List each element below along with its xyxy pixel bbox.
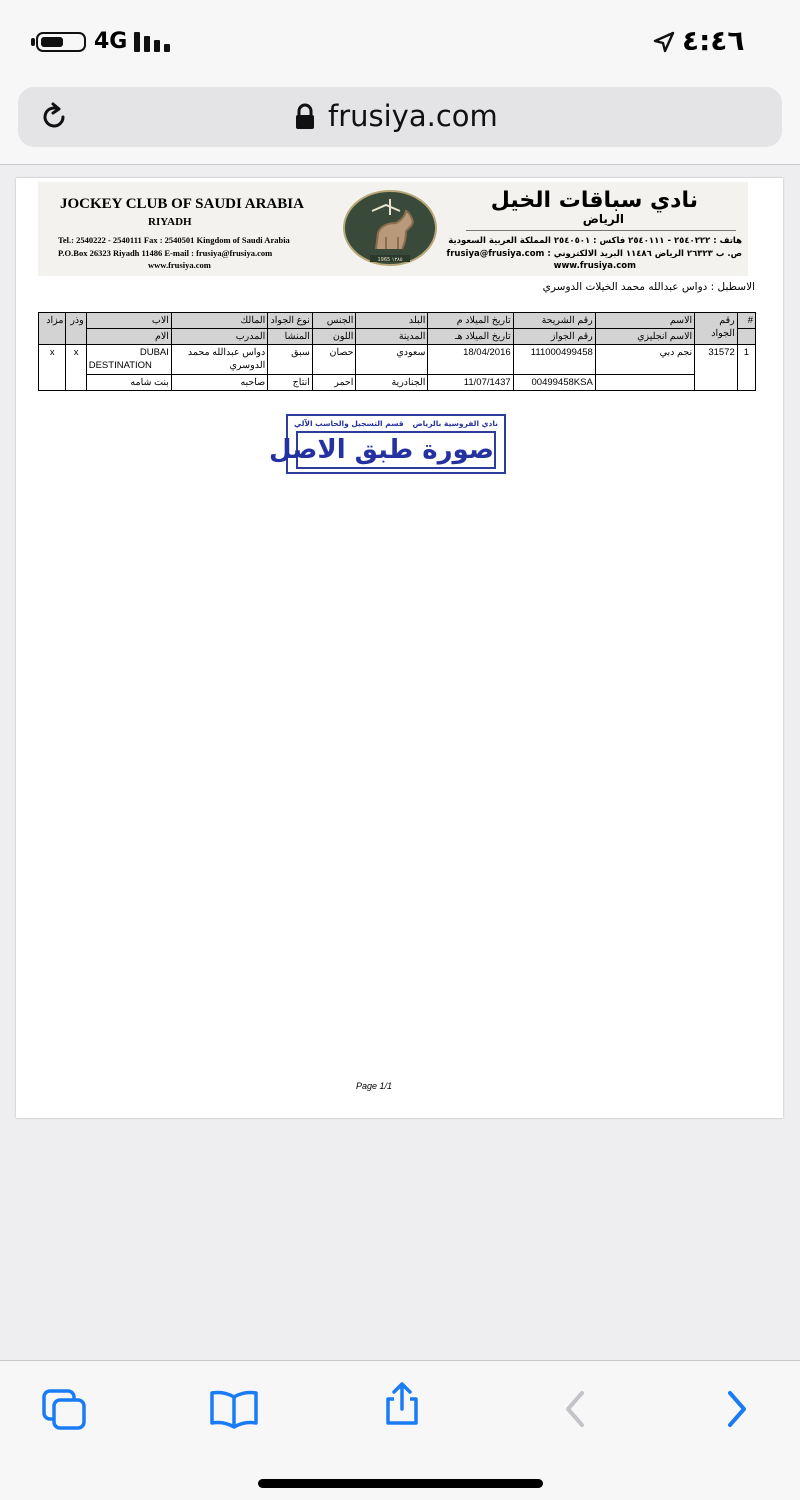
forward-button[interactable]: [712, 1387, 764, 1431]
header-cell: وذر: [66, 313, 86, 345]
status-bar: [0, 0, 800, 80]
letterhead-contact-en: Tel.: 2540222 - 2540111 Fax : 2540501 Kingdom of Saudi Arabia: [58, 235, 290, 245]
header-cell: الام: [86, 329, 171, 345]
header-cell: البلد: [356, 313, 428, 329]
header-cell: المدرب: [171, 329, 267, 345]
header-cell: اللون: [312, 329, 356, 345]
chip-number: 111000499458: [513, 345, 595, 375]
page-number: Page 1/1: [356, 1081, 393, 1091]
color: احمر: [312, 375, 356, 391]
clock: ٤:٤٦: [682, 24, 745, 57]
country: سعودي: [356, 345, 428, 375]
bookmarks-icon[interactable]: [208, 1387, 260, 1431]
home-indicator[interactable]: [258, 1479, 543, 1488]
header-cell: نوع الجواد: [268, 313, 313, 329]
lock-icon: [294, 103, 316, 131]
horses-table: [38, 312, 756, 391]
location-arrow-icon: [652, 30, 676, 54]
document-page: [16, 178, 783, 1118]
letterhead-website-en: www.frusiya.com: [148, 260, 211, 270]
stable-line: الاسطبل : دواس عبدالله محمد الخيلات الدوسري: [542, 281, 755, 293]
signal-icon: [134, 32, 174, 52]
battery-cap: [31, 38, 35, 46]
letterhead-title-en: JOCKEY CLUB OF SAUDI ARABIA: [60, 196, 304, 212]
header-cell: [737, 329, 755, 345]
table-header-row: [39, 329, 756, 345]
address-bar[interactable]: [18, 87, 782, 147]
forward-arrow-icon[interactable]: [712, 1387, 764, 1431]
row-index: 1: [737, 345, 755, 391]
share-icon[interactable]: [376, 1381, 428, 1425]
header-cell: رقم الجواز: [513, 329, 595, 345]
city: الجنادرية: [356, 375, 428, 391]
header-cell: الاب: [86, 313, 171, 329]
header-cell: الجنس: [312, 313, 356, 329]
table-row: [39, 375, 756, 391]
stamp-department: قسم التسجيل والحاسب الآلي: [294, 419, 404, 428]
header-cell: مزاد: [39, 313, 66, 345]
stamp-text: صورة طبق الاصل: [296, 431, 496, 469]
header-cell: المدينة: [356, 329, 428, 345]
bookmarks-button[interactable]: [208, 1387, 260, 1431]
sex: حصان: [312, 345, 356, 375]
header-cell: رقم الجواد: [695, 313, 738, 345]
jockey-club-emblem-icon: [342, 189, 438, 267]
dam: بنت شامه: [86, 375, 171, 391]
emblem-year: 1965 ١٣٨٥: [377, 257, 403, 263]
stamp-header: [294, 419, 498, 428]
url-text[interactable]: frusiya.com: [328, 99, 498, 133]
letterhead-title-ar: نادي سباقات الخيل: [490, 188, 698, 213]
tabs-button[interactable]: [40, 1387, 92, 1431]
horse-name: نجم دبي: [595, 345, 694, 375]
back-button[interactable]: [548, 1387, 600, 1431]
header-cell: المنشا: [268, 329, 313, 345]
auction-value: x: [39, 345, 66, 391]
reload-icon[interactable]: [38, 101, 70, 133]
horse-number: 31572: [695, 345, 738, 391]
certified-copy-stamp: [269, 414, 506, 474]
tabs-icon[interactable]: [40, 1387, 92, 1431]
header-cell: المالك: [171, 313, 267, 329]
horse-type: سبق: [268, 345, 313, 375]
battery-icon: [36, 32, 86, 52]
trainer: صاحبه: [171, 375, 267, 391]
birth-date-gregorian: 18/04/2016: [428, 345, 513, 375]
browser-address-area: [0, 80, 800, 165]
table-row: [39, 345, 756, 375]
letterhead-city-en: RIYADH: [148, 216, 192, 228]
browser-toolbar: [0, 1360, 800, 1500]
header-cell: رقم الشريحة: [513, 313, 595, 329]
letterhead-contact-ar: هاتف : ٢٥٤٠٢٢٢ - ٢٥٤٠١١١ فاكس : ٢٥٤٠٥٠١ المملكة العربية السعودية: [448, 236, 742, 246]
header-cell: الاسم انجليزي: [595, 329, 694, 345]
header-cell: #: [737, 313, 755, 329]
passport-number: 00499458KSA: [513, 375, 595, 391]
letterhead: [38, 182, 748, 276]
sire-line: DESTINATION: [88, 360, 152, 371]
wathr-value: x: [66, 345, 86, 391]
letterhead-contact-en: P.O.Box 26323 Riyadh 11486 E-mail : frusiya@frusiya.com: [58, 248, 273, 258]
share-button[interactable]: [376, 1381, 428, 1425]
birth-date-hijri: 11/07/1437: [428, 375, 513, 391]
back-arrow-icon[interactable]: [548, 1387, 600, 1431]
owner-line: دواس عبدالله محمد: [187, 347, 266, 358]
header-cell: تاريخ الميلاد هـ: [428, 329, 513, 345]
sire-line: DUBAI: [139, 347, 169, 358]
stamp-club-name: نادي الفروسية بالرياض: [412, 419, 498, 428]
header-cell: تاريخ الميلاد م: [428, 313, 513, 329]
network-label: 4G: [94, 29, 128, 54]
owner-line: الدوسري: [229, 360, 266, 371]
letterhead-divider: [466, 230, 736, 231]
owner: [171, 345, 267, 375]
sire: [86, 345, 171, 375]
table-header-row: [39, 313, 756, 329]
header-cell: الاسم: [595, 313, 694, 329]
letterhead-website-ar: www.frusiya.com: [553, 261, 636, 271]
origin: انتاج: [268, 375, 313, 391]
letterhead-city-ar: الرياض: [582, 212, 624, 226]
horse-name-en: [595, 375, 694, 391]
letterhead-contact-ar: ص. ب ٢٦٣٢٣ الرياض ١١٤٨٦ البريد الالكتروني : frusiya@frusiya.com: [446, 249, 742, 259]
